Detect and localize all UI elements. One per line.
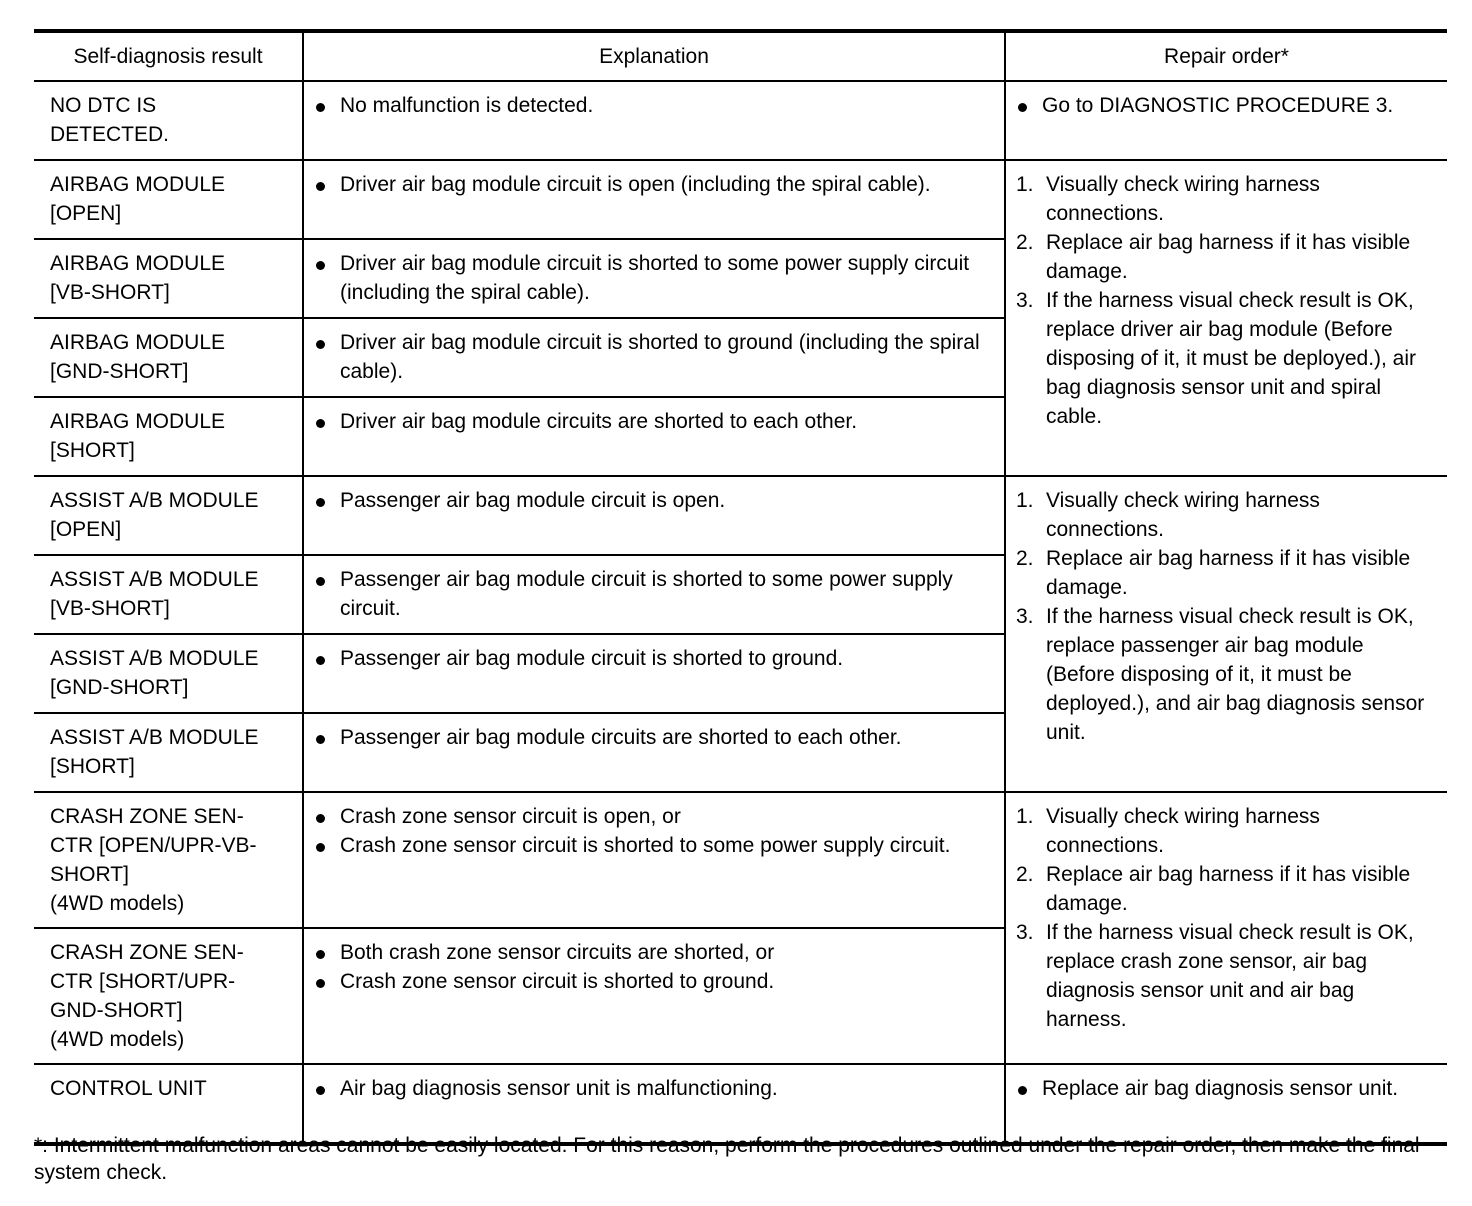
step-number: 2. <box>1016 547 1034 570</box>
repair-step <box>1014 860 1437 918</box>
result-cell <box>34 239 303 318</box>
result-line: AIRBAG MODULE <box>50 252 226 275</box>
explanation-item: Both crash zone sensor circuits are shorted, or <box>312 938 996 967</box>
result-line: DETECTED. <box>50 123 170 146</box>
result-line: NO DTC IS <box>50 94 157 117</box>
result-line: [SHORT] <box>50 755 135 778</box>
explanation-item: Driver air bag module circuit is open (including the spiral cable). <box>312 170 996 199</box>
table-row <box>34 792 1447 928</box>
step-number: 1. <box>1016 805 1034 828</box>
result-line: [GND-SHORT] <box>50 360 189 383</box>
result-line: ASSIST A/B MODULE <box>50 568 259 591</box>
repair-step <box>1014 228 1437 286</box>
explanation-cell <box>303 81 1005 160</box>
explanation-item: Driver air bag module circuit is shorted to some power supply circuit (including the spiral cable). <box>312 249 996 307</box>
explanation-item: Crash zone sensor circuit is open, or <box>312 802 996 831</box>
result-line: CRASH ZONE SEN- <box>50 805 244 828</box>
explanation-item: Passenger air bag module circuits are shorted to each other. <box>312 723 996 752</box>
result-line: [OPEN] <box>50 202 122 225</box>
explanation-cell <box>303 318 1005 397</box>
diagnosis-document <box>34 29 1447 1146</box>
result-cell <box>34 81 303 160</box>
repair-cell <box>1005 792 1447 1064</box>
step-text: Replace air bag harness if it has visible damage. <box>1046 547 1411 599</box>
repair-step <box>1014 486 1437 544</box>
result-line: ASSIST A/B MODULE <box>50 489 259 512</box>
header-repair-order: Repair order* <box>1005 31 1447 81</box>
footnote: *: Intermittent malfunction areas cannot be easily located. For this reason, perform the procedures outlined under the repair order, then make the final system check. <box>34 1134 1420 1184</box>
step-text: Visually check wiring harness connections. <box>1046 173 1320 225</box>
explanation-item: Passenger air bag module circuit is shorted to ground. <box>312 644 996 673</box>
result-line: CTR [OPEN/UPR-VB- <box>50 834 257 857</box>
explanation-item: Passenger air bag module circuit is open. <box>312 486 996 515</box>
result-line: (4WD models) <box>50 1028 185 1051</box>
header-self-diagnosis-result: Self-diagnosis result <box>34 31 303 81</box>
result-line: [GND-SHORT] <box>50 676 189 699</box>
step-number: 1. <box>1016 489 1034 512</box>
step-text: Replace air bag harness if it has visible damage. <box>1046 231 1411 283</box>
result-cell <box>34 792 303 928</box>
step-number: 3. <box>1016 605 1034 628</box>
repair-step <box>1014 802 1437 860</box>
explanation-cell <box>303 713 1005 792</box>
repair-step <box>1014 602 1437 747</box>
result-line: AIRBAG MODULE <box>50 410 226 433</box>
step-number: 3. <box>1016 289 1034 312</box>
table-row <box>34 476 1447 555</box>
explanation-cell <box>303 239 1005 318</box>
result-line: ASSIST A/B MODULE <box>50 726 259 749</box>
step-text: Visually check wiring harness connections. <box>1046 489 1320 541</box>
result-line: GND-SHORT] <box>50 999 183 1022</box>
self-diagnosis-table <box>34 29 1447 1146</box>
result-cell <box>34 555 303 634</box>
result-cell <box>34 318 303 397</box>
table-header-row <box>34 31 1447 81</box>
repair-step <box>1014 918 1437 1034</box>
header-explanation: Explanation <box>303 31 1005 81</box>
step-number: 3. <box>1016 921 1034 944</box>
step-text: If the harness visual check result is OK, replace passenger air bag module (Before disposing of it, it must be deployed.), and air bag diagnosis sensor unit. <box>1046 605 1425 744</box>
result-cell <box>34 476 303 555</box>
result-line: CTR [SHORT/UPR- <box>50 970 236 993</box>
explanation-cell <box>303 792 1005 928</box>
explanation-item: Driver air bag module circuit is shorted to ground (including the spiral cable). <box>312 328 996 386</box>
explanation-cell <box>303 555 1005 634</box>
result-cell <box>34 397 303 476</box>
step-number: 2. <box>1016 231 1034 254</box>
repair-step <box>1014 544 1437 602</box>
result-line: AIRBAG MODULE <box>50 331 226 354</box>
repair-cell <box>1005 476 1447 792</box>
result-line: [SHORT] <box>50 439 135 462</box>
explanation-cell <box>303 160 1005 239</box>
repair-step <box>1014 170 1437 228</box>
explanation-cell <box>303 634 1005 713</box>
step-number: 2. <box>1016 863 1034 886</box>
table-row <box>34 160 1447 239</box>
step-text: Visually check wiring harness connections. <box>1046 805 1320 857</box>
explanation-cell <box>303 397 1005 476</box>
explanation-cell <box>303 928 1005 1064</box>
result-line: ASSIST A/B MODULE <box>50 647 259 670</box>
step-text: Replace air bag harness if it has visible damage. <box>1046 863 1411 915</box>
step-text: If the harness visual check result is OK, replace crash zone sensor, air bag diagnosis sensor unit and air bag harness. <box>1046 921 1414 1031</box>
step-text: If the harness visual check result is OK, replace driver air bag module (Before disposing of it, it must be deployed.), air bag diagnosis sensor unit and spiral cable. <box>1046 289 1417 428</box>
result-cell <box>34 928 303 1064</box>
result-cell <box>34 634 303 713</box>
repair-item: Go to DIAGNOSTIC PROCEDURE 3. <box>1014 91 1437 120</box>
result-line: AIRBAG MODULE <box>50 173 226 196</box>
result-line: SHORT] <box>50 863 129 886</box>
repair-cell <box>1005 81 1447 160</box>
repair-item: Replace air bag diagnosis sensor unit. <box>1014 1074 1437 1103</box>
result-line: [VB-SHORT] <box>50 597 170 620</box>
explanation-item: Air bag diagnosis sensor unit is malfunctioning. <box>312 1074 996 1103</box>
explanation-item: Passenger air bag module circuit is shorted to some power supply circuit. <box>312 565 996 623</box>
explanation-item: Crash zone sensor circuit is shorted to ground. <box>312 967 996 996</box>
repair-step <box>1014 286 1437 431</box>
result-line: CONTROL UNIT <box>50 1077 207 1100</box>
result-line: CRASH ZONE SEN- <box>50 941 244 964</box>
result-line: [VB-SHORT] <box>50 281 170 304</box>
result-cell <box>34 160 303 239</box>
explanation-item: No malfunction is detected. <box>312 91 996 120</box>
table-row <box>34 81 1447 160</box>
explanation-item: Driver air bag module circuits are shorted to each other. <box>312 407 996 436</box>
step-number: 1. <box>1016 173 1034 196</box>
result-cell <box>34 713 303 792</box>
result-line: (4WD models) <box>50 892 185 915</box>
result-line: [OPEN] <box>50 518 122 541</box>
explanation-cell <box>303 476 1005 555</box>
explanation-item: Crash zone sensor circuit is shorted to some power supply circuit. <box>312 831 996 860</box>
repair-cell <box>1005 160 1447 476</box>
